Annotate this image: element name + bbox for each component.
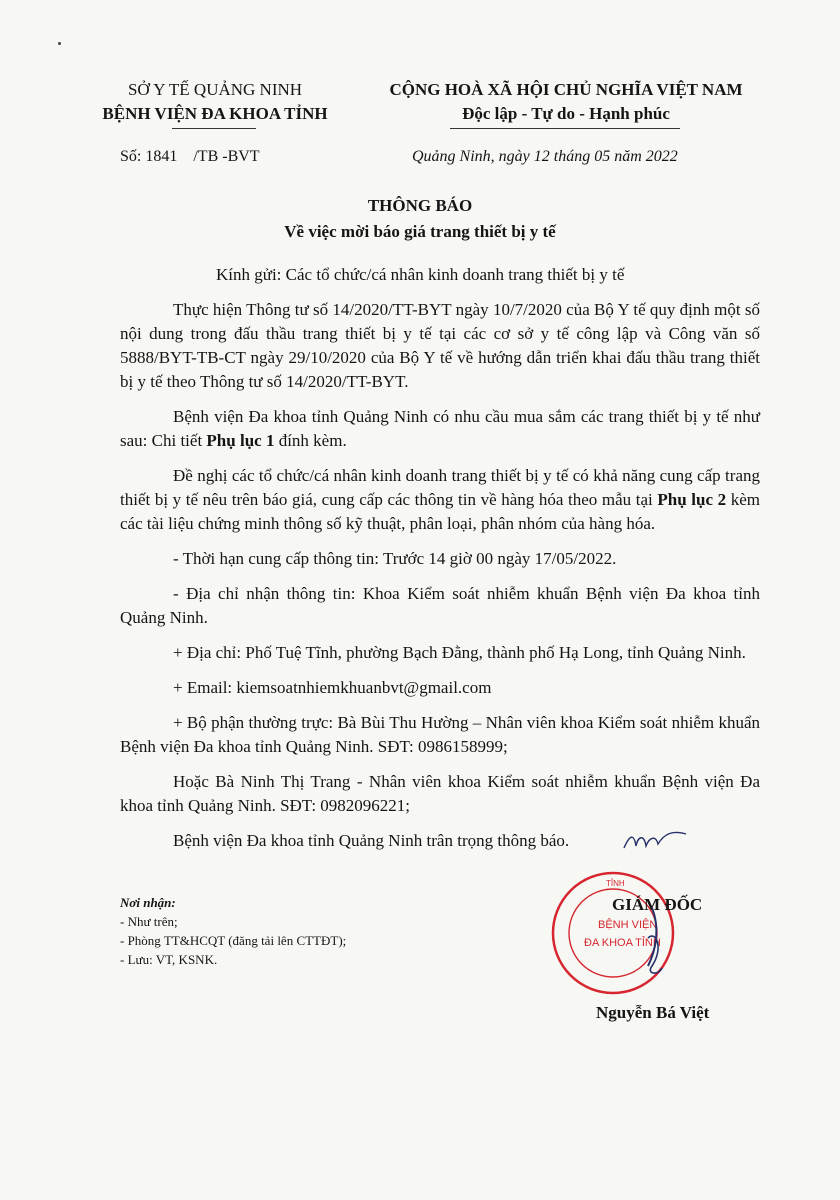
email-line: + Email: kiemsoatnhiemkhuanbvt@gmail.com [173, 678, 492, 697]
place-date: Quảng Ninh, ngày 12 tháng 05 năm 2022 [412, 148, 678, 165]
paragraph-2 [120, 405, 760, 453]
deadline: - Thời hạn cung cấp thông tin: Trước 14 giờ 00 ngày 17/05/2022. [173, 549, 617, 568]
recipient-item: - Lưu: VT, KSNK. [120, 952, 218, 967]
org-line-2: BỆNH VIỆN ĐA KHOA TỈNH [102, 104, 328, 123]
paragraph-3 [120, 464, 760, 536]
document-title: THÔNG BÁO [367, 196, 473, 215]
recipients-block [120, 893, 346, 969]
svg-text:BỆNH VIỆN: BỆNH VIỆN [598, 919, 658, 931]
issuing-organization [80, 78, 350, 126]
motto-underline [450, 128, 680, 129]
signer-position: GIÁM ĐỐC [612, 895, 703, 914]
org-underline [172, 128, 256, 129]
receiver-address: - Địa chỉ nhận thông tin: Khoa Kiểm soát nhiễm khuẩn Bệnh viện Đa khoa tỉnh Quảng Ninh. [120, 584, 760, 627]
scan-speck [58, 42, 61, 45]
paragraph-2-text: Bệnh viện Đa khoa tỉnh Quảng Ninh có nhu cầu mua sắm các trang thiết bị y tế như sau: Chi tiết [120, 407, 760, 450]
appendix-1-ref: Phụ lục 1 [206, 431, 275, 450]
nation-line-2: Độc lập - Tự do - Hạnh phúc [462, 104, 670, 123]
org-line-1: SỞ Y TẾ QUẢNG NINH [127, 80, 303, 99]
paragraph-3-tail: kèm các tài liệu chứng minh thông số kỹ thuật, phân loại, phân nhóm của hàng hóa. [120, 490, 760, 533]
greeting: Kính gửi: Các tổ chức/cá nhân kinh doanh trang thiết bị y tế [216, 265, 625, 284]
paragraph-1: Thực hiện Thông tư số 14/2020/TT-BYT ngày 10/7/2020 của Bộ Y tế quy định một số nội dung trong đấu thầu trang thiết bị y tế tại các cơ sở y tế công lập và Công văn số 5888/BYT-TB-CT ngày 29/10/2020 của Bộ Y tế về hướng dẫn triển khai đấu thầu trang thiết bị y tế theo Thông tư số 14/2020/TT-BYT. [120, 300, 760, 391]
signer-name: Nguyễn Bá Việt [596, 1003, 710, 1022]
document-body [120, 263, 760, 864]
official-stamp [548, 868, 678, 998]
contact-2: Hoặc Bà Ninh Thị Trang - Nhân viên khoa Kiểm soát nhiễm khuẩn Bệnh viện Đa khoa tỉnh Quảng Ninh. SĐT: 0982096221; [120, 772, 760, 815]
initial-scribble [620, 826, 690, 856]
paragraph-3-text: Đề nghị các tổ chức/cá nhân kinh doanh trang thiết bị y tế có khả năng cung cấp trang thiết bị y tế nêu trên báo giá, cung cấp các thông tin về hàng hóa theo mẫu tại [120, 466, 760, 509]
document-number: Số: 1841 /TB -BVT [120, 148, 260, 165]
nation-line-1: CỘNG HOÀ XÃ HỘI CHỦ NGHĨA VIỆT NAM [389, 80, 743, 99]
national-motto [368, 78, 764, 126]
document-subtitle: Về việc mời báo giá trang thiết bị y tế [284, 222, 556, 241]
svg-text:TỈNH: TỈNH [606, 879, 625, 888]
closing-line: Bệnh viện Đa khoa tỉnh Quảng Ninh trân trọng thông báo. [173, 831, 570, 850]
contact-1: + Bộ phận thường trực: Bà Bùi Thu Hường – Nhân viên khoa Kiểm soát nhiễm khuẩn Bệnh viện Đa khoa tỉnh Quảng Ninh. SĐT: 0986158999; [120, 713, 760, 756]
recipients-heading: Nơi nhận: [120, 895, 176, 910]
appendix-2-ref: Phụ lục 2 [657, 490, 727, 509]
svg-text:ĐA KHOA TỈNH: ĐA KHOA TỈNH [584, 937, 661, 949]
paragraph-2-tail: đính kèm. [274, 431, 347, 450]
recipient-item: - Như trên; [120, 914, 178, 929]
street-address: + Địa chỉ: Phố Tuệ Tĩnh, phường Bạch Đằng, thành phố Hạ Long, tỉnh Quảng Ninh. [173, 643, 746, 662]
recipient-item: - Phòng TT&HCQT (đăng tải lên CTTĐT); [120, 933, 347, 948]
